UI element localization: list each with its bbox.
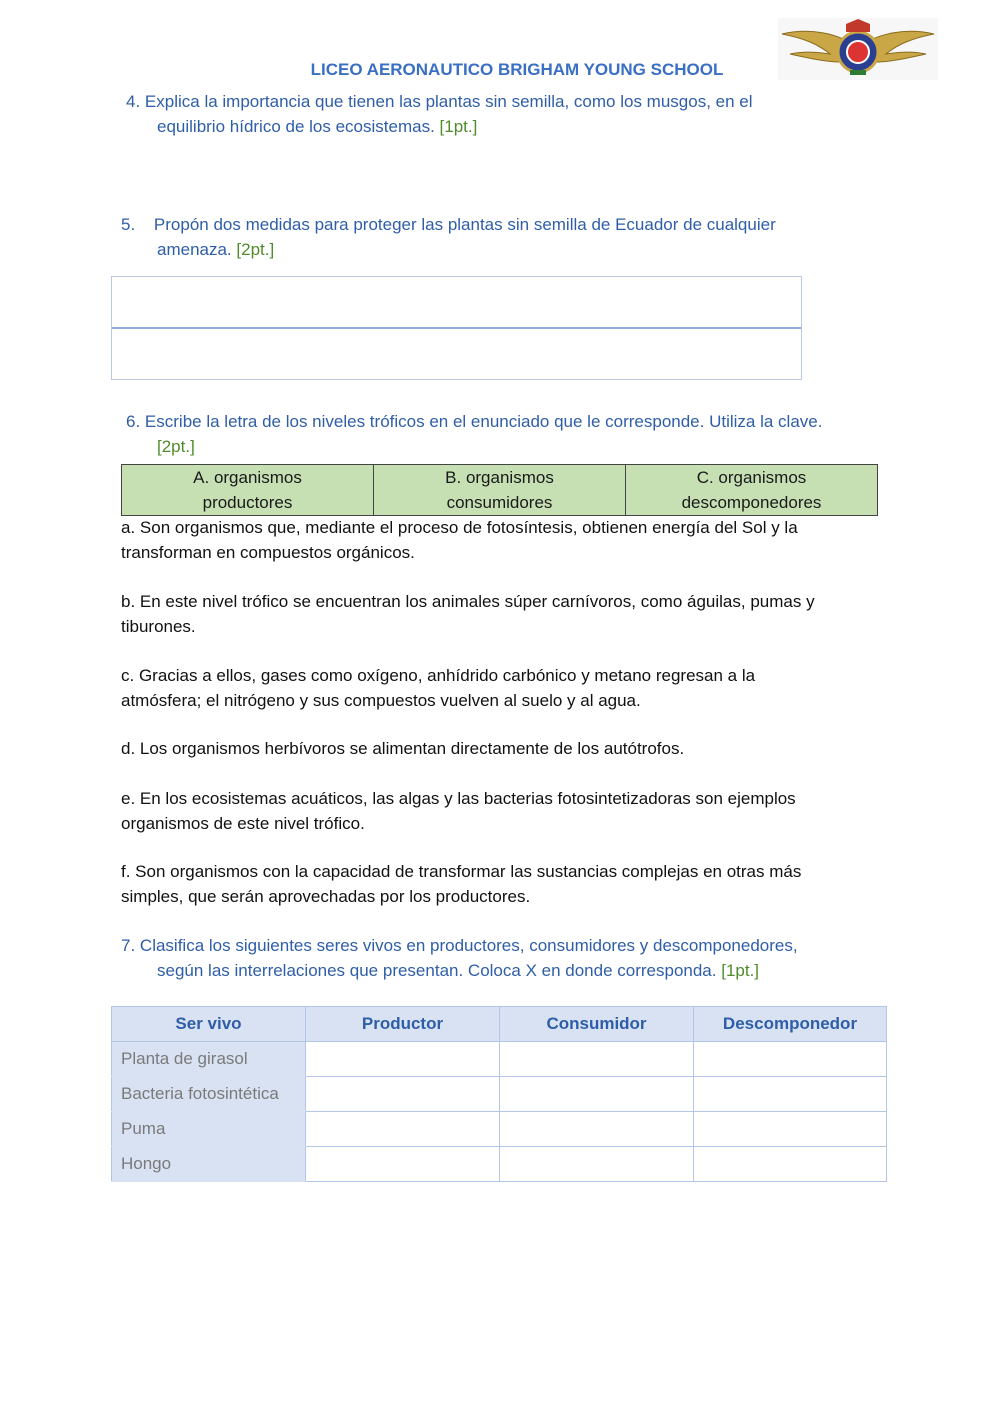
- question-7-number: 7.: [121, 936, 136, 955]
- question-4-points: [1pt.]: [439, 117, 478, 136]
- key-b-line1: B. organismos: [445, 468, 554, 487]
- table-header-row: [112, 1007, 887, 1042]
- key-a-line1: A. organismos: [193, 468, 302, 487]
- statement-e-line2: organismos de este nivel trófico.: [121, 814, 365, 833]
- answer-line-2[interactable]: [112, 327, 801, 379]
- productor-cell[interactable]: [306, 1042, 500, 1077]
- trophic-key-table: [121, 464, 878, 516]
- statement-e-line1: e. En los ecosistemas acuáticos, las algas y las bacterias fotosintetizadoras son ejemplos: [121, 789, 796, 808]
- key-a-line2: productores: [202, 493, 293, 512]
- statement-a: [121, 515, 881, 565]
- header-productor: Productor: [306, 1007, 500, 1042]
- productor-cell[interactable]: [306, 1077, 500, 1112]
- statement-a-line2: transforman en compuestos orgánicos.: [121, 543, 415, 562]
- question-5-number: 5.: [121, 215, 136, 234]
- statement-b: [121, 589, 881, 639]
- consumidor-cell[interactable]: [500, 1077, 694, 1112]
- key-c-line1: C. organismos: [696, 468, 807, 487]
- question-4-number: 4.: [126, 92, 141, 111]
- classification-table: [111, 1006, 887, 1182]
- organism-name: Bacteria fotosintética: [112, 1077, 306, 1112]
- statement-e: [121, 786, 881, 836]
- question-7: [121, 933, 901, 983]
- question-4-text-line1: Explica la importancia que tienen las plantas sin semilla, como los musgos, en el: [144, 92, 753, 111]
- table-row: [112, 1077, 887, 1112]
- consumidor-cell[interactable]: [500, 1147, 694, 1182]
- key-c-line2: descomponedores: [681, 493, 822, 512]
- statement-f-line1: f. Son organismos con la capacidad de transformar las sustancias complejas en otras más: [121, 862, 802, 881]
- table-row: [112, 1112, 887, 1147]
- statement-c: [121, 663, 881, 713]
- consumidor-cell[interactable]: [500, 1112, 694, 1147]
- question-5-answer-box[interactable]: [111, 276, 802, 380]
- key-cell-b: [374, 465, 626, 516]
- statement-d: [121, 736, 881, 761]
- question-5: [121, 212, 881, 262]
- statement-b-line1: b. En este nivel trófico se encuentran los animales súper carnívoros, como águilas, pumas y: [121, 592, 815, 611]
- table-row: [112, 1042, 887, 1077]
- key-cell-c: [626, 465, 878, 516]
- question-7-text-line1: Clasifica los siguientes seres vivos en productores, consumidores y descomponedores,: [139, 936, 798, 955]
- header-consumidor: Consumidor: [500, 1007, 694, 1042]
- question-6-text-line1: Escribe la letra de los niveles tróficos en el enunciado que le corresponde. Utiliza la clave.: [144, 412, 823, 431]
- statement-f-line2: simples, que serán aprovechadas por los productores.: [121, 887, 531, 906]
- statement-a-line1: a. Son organismos que, mediante el proceso de fotosíntesis, obtienen energía del Sol y la: [121, 518, 798, 537]
- school-title: LICEO AERONAUTICO BRIGHAM YOUNG SCHOOL: [310, 60, 724, 79]
- statement-c-line2: atmósfera; el nitrógeno y sus compuestos vuelven al suelo y al agua.: [121, 691, 641, 710]
- answer-line-1[interactable]: [112, 277, 801, 327]
- productor-cell[interactable]: [306, 1147, 500, 1182]
- question-7-points: [1pt.]: [721, 961, 760, 980]
- question-5-text-line2: amenaza.: [157, 240, 232, 259]
- descomponedor-cell[interactable]: [694, 1077, 887, 1112]
- question-4: [126, 89, 886, 139]
- consumidor-cell[interactable]: [500, 1042, 694, 1077]
- question-7-text-line2: según las interrelaciones que presentan. Coloca X en donde corresponda.: [157, 961, 717, 980]
- statement-c-line1: c. Gracias a ellos, gases como oxígeno, anhídrido carbónico y metano regresan a la: [121, 666, 756, 685]
- question-6-points: [2pt.]: [157, 437, 195, 456]
- question-6-number: 6.: [126, 412, 141, 431]
- organism-name: Puma: [112, 1112, 306, 1147]
- statement-d-line1: d. Los organismos herbívoros se alimentan directamente de los autótrofos.: [121, 739, 685, 758]
- descomponedor-cell[interactable]: [694, 1042, 887, 1077]
- key-b-line2: consumidores: [446, 493, 553, 512]
- table-row: [112, 1147, 887, 1182]
- header-ser-vivo: Ser vivo: [112, 1007, 306, 1042]
- productor-cell[interactable]: [306, 1112, 500, 1147]
- header-descomponedor: Descomponedor: [694, 1007, 887, 1042]
- question-6: [126, 409, 906, 459]
- question-5-text-line1: Propón dos medidas para proteger las plantas sin semilla de Ecuador de cualquier: [153, 215, 776, 234]
- descomponedor-cell[interactable]: [694, 1147, 887, 1182]
- organism-name: Planta de girasol: [112, 1042, 306, 1077]
- organism-name: Hongo: [112, 1147, 306, 1182]
- descomponedor-cell[interactable]: [694, 1112, 887, 1147]
- key-cell-a: [122, 465, 374, 516]
- question-5-points: [2pt.]: [236, 240, 275, 259]
- statement-b-line2: tiburones.: [121, 617, 196, 636]
- question-4-text-line2: equilibrio hídrico de los ecosistemas.: [157, 117, 435, 136]
- statement-f: [121, 859, 881, 909]
